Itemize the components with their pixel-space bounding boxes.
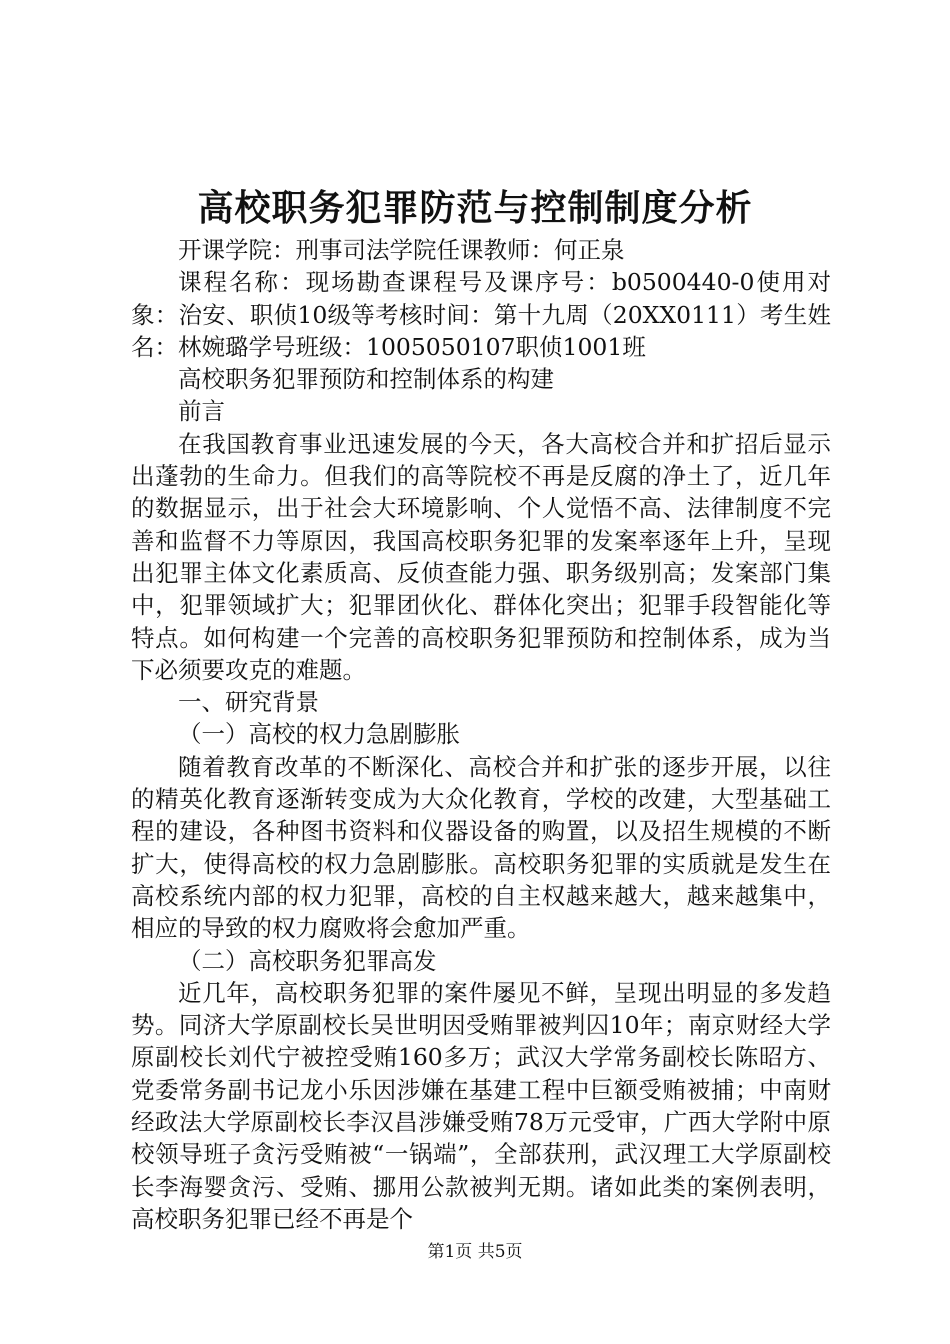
document-title: 高校职务犯罪防范与控制制度分析 [197, 187, 753, 229]
course-info-line: 开课学院：刑事司法学院任课教师：何正泉 [178, 236, 625, 264]
subsection-heading-1: （一）高校的权力急剧膨胀 [178, 720, 460, 749]
page-footer: 第1页 共5页 [427, 1242, 523, 1262]
course-details-paragraph: 课程名称：现场勘查课程号及课序号：b0500440-0使用对象：治安、职侦10级等考核时间：第十九周（20XX0111）考生姓名：林婉璐学号班级：1005050107职侦1001班 [131, 268, 831, 361]
research-background-heading: 一、研究背景 [178, 688, 319, 717]
section-heading: 高校职务犯罪预防和控制体系的构建 [178, 365, 554, 394]
subsection-heading-2: （二）高校职务犯罪高发 [178, 946, 437, 975]
subsection-paragraph-2: 近几年，高校职务犯罪的案件屡见不鲜，呈现出明显的多发趋势。同济大学原副校长吴世明因受贿罪被判囚10年；南京财经大学原副校长刘代宁被控受贿160多万；武汉大学常务副校长陈昭方、党委常务副书记龙小乐因涉嫌在基建工程中巨额受贿被捕；中南财经政法大学原副校长李汉昌涉嫌受贿78万元受审，广西大学附中原校领导班子贪污受贿被“一锅端”，全部获刑，武汉理工大学原副校长李海婴贪污、受贿、挪用公款被判无期。诸如此类的案例表明，高校职务犯罪已经不再是个 [131, 978, 831, 1233]
document-body [131, 234, 831, 1235]
preface-heading: 前言 [178, 397, 225, 426]
preface-paragraph: 在我国教育事业迅速发展的今天，各大高校合并和扩招后显示出蓬勃的生命力。但我们的高等院校不再是反腐的净土了，近几年的数据显示，出于社会大环境影响、个人觉悟不高、法律制度不完善和监督不力等原因，我国高校职务犯罪的发案率逐年上升，呈现出犯罪主体文化素质高、反侦查能力强、职务级别高；发案部门集中，犯罪领域扩大；犯罪团伙化、群体化突出；犯罪手段智能化等特点。如何构建一个完善的高校职务犯罪预防和控制体系，成为当下必须要攻克的难题。 [131, 429, 831, 684]
subsection-paragraph-1: 随着教育改革的不断深化、高校合并和扩张的逐步开展，以往的精英化教育逐渐转变成为大众化教育，学校的改建，大型基础工程的建设，各种图书资料和仪器设备的购置，以及招生规模的不断扩大，使得高校的权力急剧膨胀。高校职务犯罪的实质就是发生在高校系统内部的权力犯罪，高校的自主权越来越大，越来越集中，相应的导致的权力腐败将会愈加严重。 [131, 752, 831, 943]
